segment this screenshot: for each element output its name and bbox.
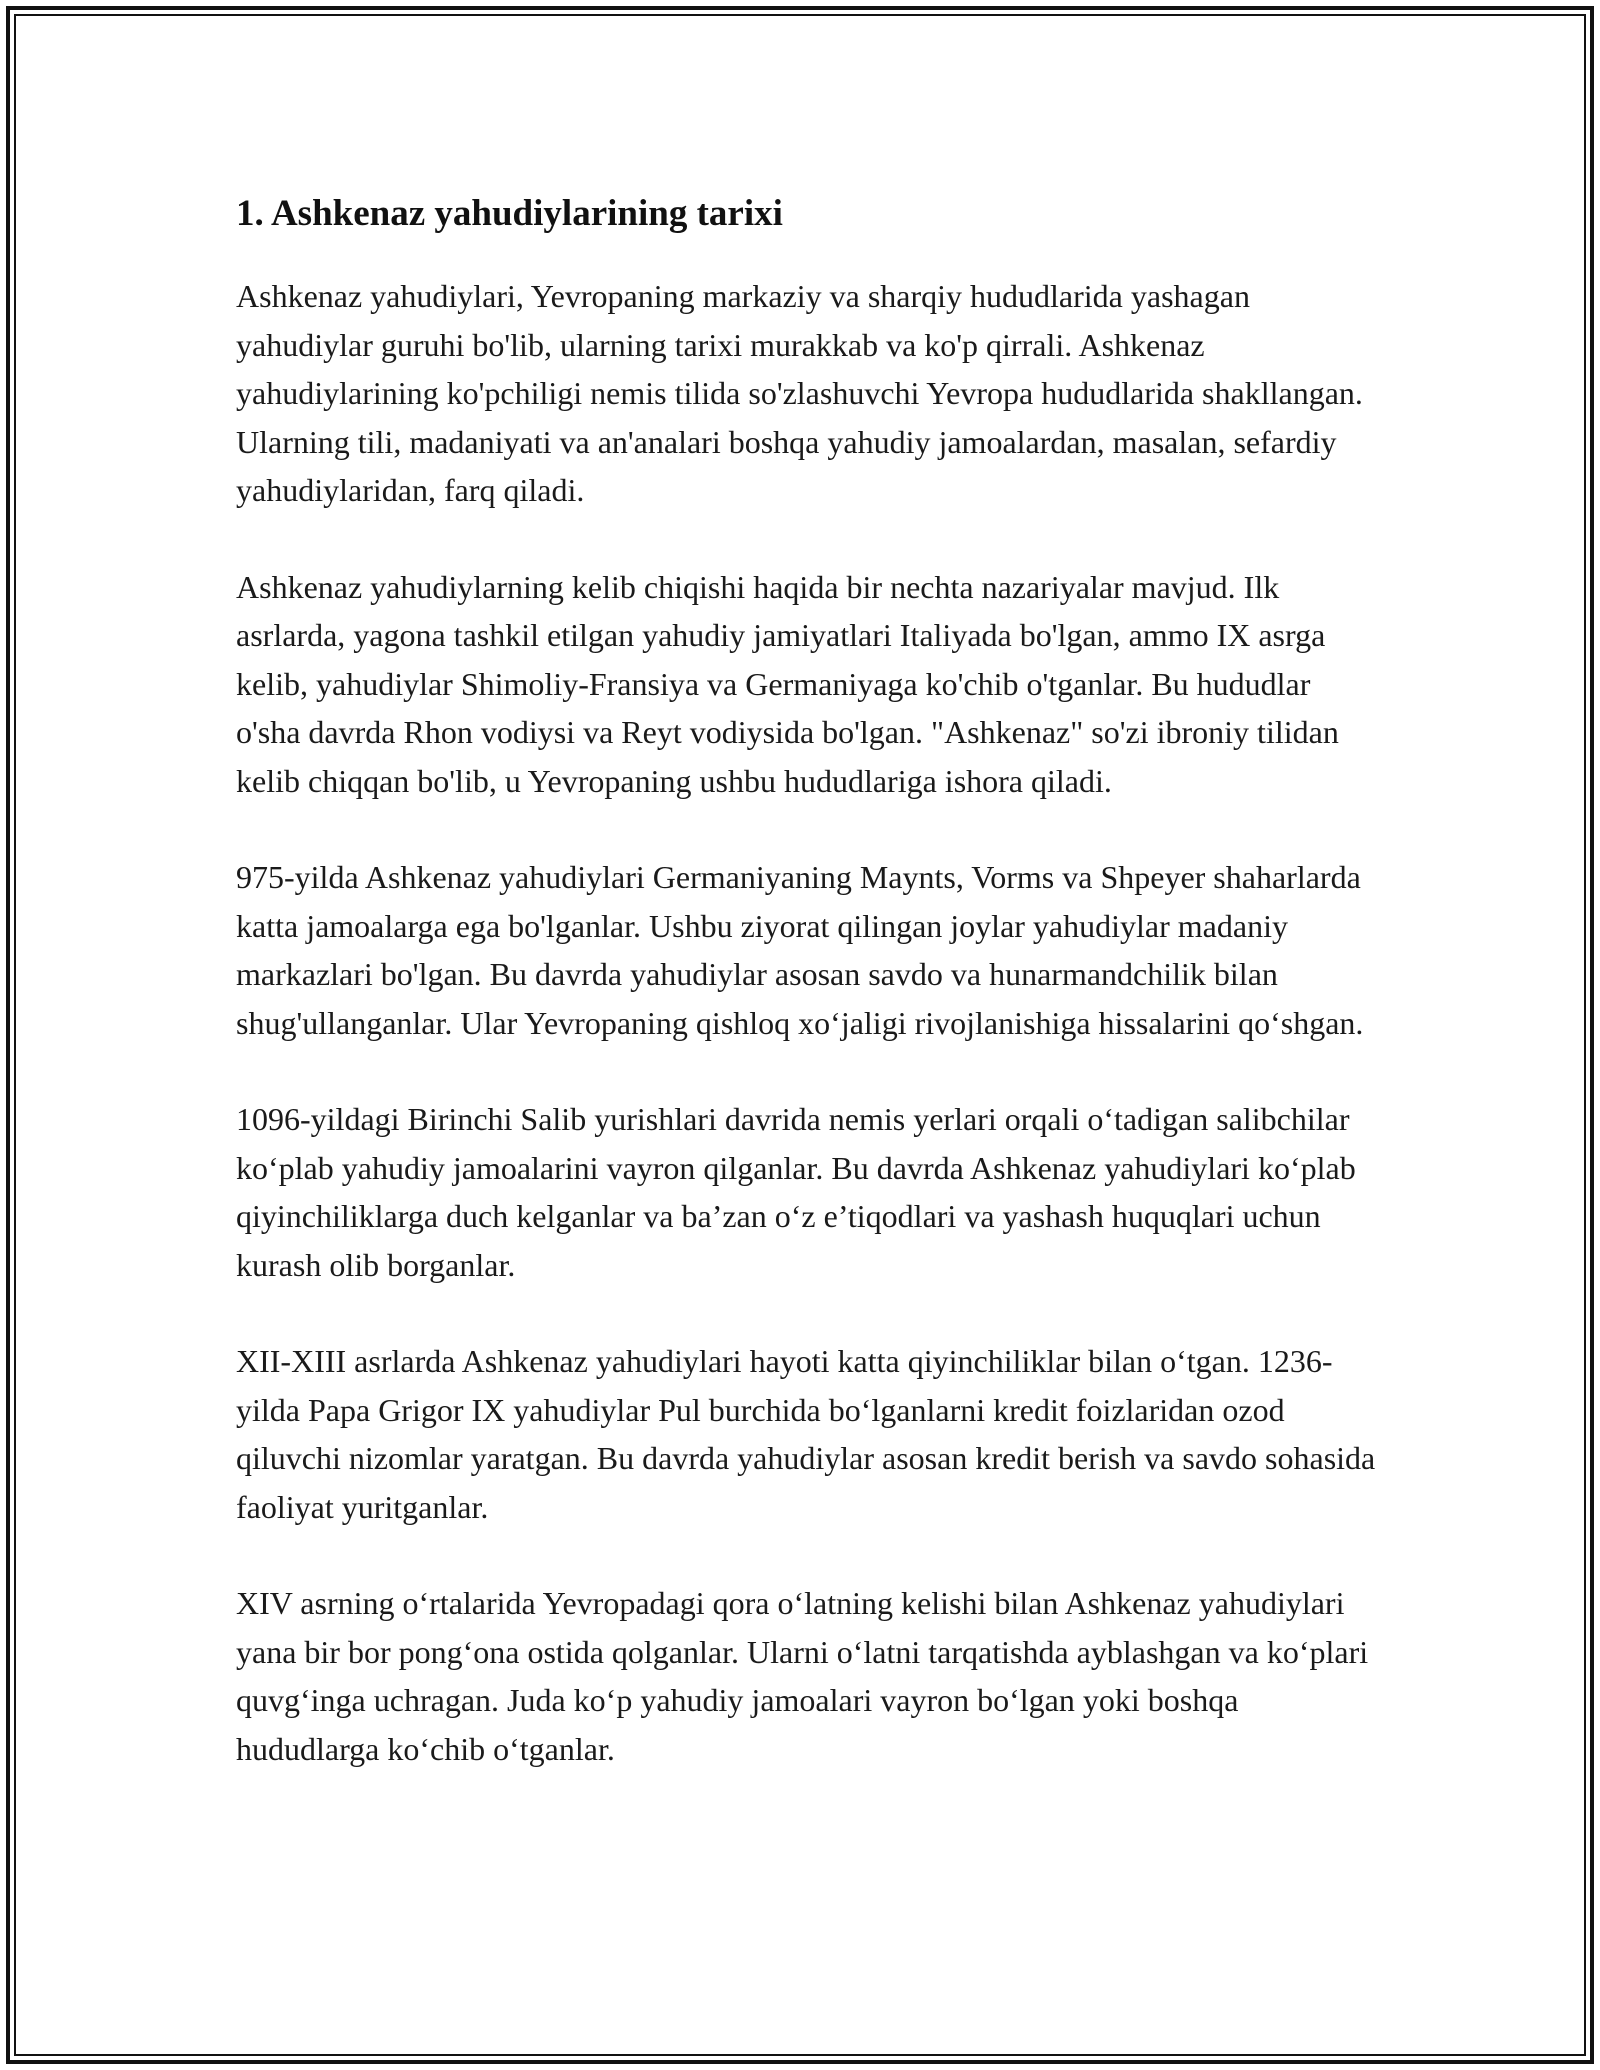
paragraph-4: 1096-yildagi Birinchi Salib yurishlari davrida nemis yerlari orqali o‘tadigan salibchilar ko‘plab yahudiy jamoalarini vayron qilganlar. Bu davrda Ashkenaz yahudiylari ko‘plab qiyinchiliklarga duch kelganlar va ba’zan o‘z e’tiqodlari va yashash huquqlari uchun kurash olib borganlar. [236,1101,1356,1283]
document-body [236,186,1376,1821]
paragraph-2: Ashkenaz yahudiylarning kelib chiqishi haqida bir nechta nazariyalar mavjud. Ilk asrlarda, yagona tashkil etilgan yahudiy jamiyatlari Italiyada bo'lgan, ammo IX asrga kelib, yahudiylar Shimoliy-Fransiya va Germaniyaga ko'chib o'tganlar. Bu hududlar o'sha davrda Rhon vodiysi va Reyt vodiysida bo'lgan. "Ashkenaz" so'zi ibroniy tilidan kelib chiqqan bo'lib, u Yevropaning ushbu hududlariga ishora qiladi. [236,568,1339,799]
paragraph-3: 975-yilda Ashkenaz yahudiylari Germaniyaning Maynts, Vorms va Shpeyer shaharlarda katta jamoalarga ega bo'lganlar. Ushbu ziyorat qilingan joylar yahudiylar madaniy markazlari bo'lgan. Bu davrda yahudiylar asosan savdo va hunarmandchilik bilan shug'ullanganlar. Ular Yevropaning qishloq xo‘jaligi rivojlanishiga hissalarini qo‘shgan. [236,859,1364,1041]
section-heading: 1. Ashkenaz yahudiylarining tarixi [236,193,783,234]
paragraph-1: Ashkenaz yahudiylari, Yevropaning markaziy va sharqiy hududlarida yashagan yahudiylar guruhi bo'lib, ularning tarixi murakkab va ko'p qirrali. Ashkenaz yahudiylarining ko'pchiligi nemis tilida so'zlashuvchi Yevropa hududlarida shakllangan. Ularning tili, madaniyati va an'analari boshqa yahudiy jamoalardan, masalan, sefardiy yahudiylaridan, farq qiladi. [236,278,1363,508]
paragraph-5: XII-XIII asrlarda Ashkenaz yahudiylari hayoti katta qiyinchiliklar bilan o‘tgan. 1236-yilda Papa Grigor IX yahudiylar Pul burchida bo‘lganlarni kredit foizlaridan ozod qiluvchi nizomlar yaratgan. Bu davrda yahudiylar asosan kredit berish va savdo sohasida faoliyat yuritganlar. [236,1343,1376,1525]
paragraph-6: XIV asrning o‘rtalarida Yevropadagi qora o‘latning kelishi bilan Ashkenaz yahudiylari yana bir bor pong‘ona ostida qolganlar. Ularni o‘latni tarqatishda ayblashgan va ko‘plari quvg‘inga uchragan. Juda ko‘p yahudiy jamoalari vayron bo‘lgan yoki boshqa hududlarga ko‘chib o‘tganlar. [236,1585,1369,1767]
